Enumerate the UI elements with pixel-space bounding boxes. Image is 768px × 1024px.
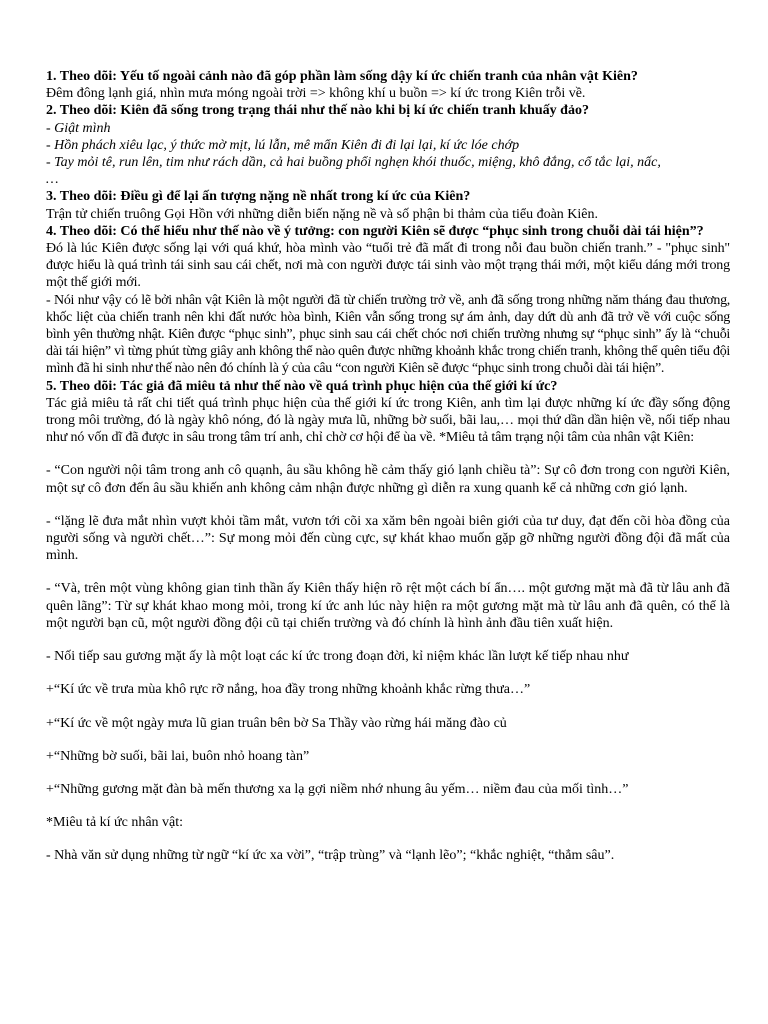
question-1: 1. Theo dõi: Yếu tố ngoài cảnh nào đã góp phần làm sống dậy kí ức chiến tranh của nhân vật Kiên? bbox=[46, 69, 638, 84]
question-3: 3. Theo dõi: Điều gì để lại ấn tượng nặng nề nhất trong kí ức của Kiên? bbox=[46, 189, 471, 205]
question-5: 5. Theo dõi: Tác giả đã miêu tả như thế nào về quá trình phục hiện của thế giới kí ức? bbox=[46, 378, 558, 394]
answer-1: Đêm đông lạnh giá, nhìn mưa móng ngoài trời => không khí u buồn => kí ức trong Kiên trỗi về. bbox=[46, 86, 586, 102]
question-2: 2. Theo dõi: Kiên đã sống trong trạng thái như thế nào khi bị kí ức chiến tranh khuấy đảo? bbox=[46, 103, 589, 119]
answer-4-paragraph: Đó là lúc Kiên được sống lại với quá khứ, hòa mình vào “tuổi trẻ đã mất đi trong nỗi đau buồn chiến tranh.” - "phục sinh" được hiểu là quá trình tái sinh sau cái chết, nơi mà con người được tái sinh vào một trạng thái mới, một kiểu dáng mới trong một thế giới mới. bbox=[46, 241, 730, 291]
answer-5-paragraph: - “lặng lẽ đưa mắt nhìn vượt khỏi tầm mắt, vươn tới cõi xa xăm bên ngoài biên giới của tư duy, đạt đến cõi hòa đồng của người sống và người chết…”: Sự mong mỏi đến cùng cực, sự khát khao muốn gặp gỡ những người đồng đội đã mất của mình. bbox=[46, 513, 730, 564]
answer-5-paragraph: +“Những gương mặt đàn bà mến thương xa lạ gợi niềm nhớ nhung âu yếm… niềm đau của mối tình…” bbox=[46, 781, 629, 797]
answer-2-item: - Hồn phách xiêu lạc, ý thức mờ mịt, lú lẫn, mê mẩn Kiên đi đi lại lại, kí ức lóe chớp bbox=[46, 137, 520, 153]
answer-5-paragraph: Tác giả miêu tả rất chi tiết quá trình phục hiện của thế giới kí ức trong Kiên, anh tìm lại được những kí ức đầy sống động trong môi trường, đó là ngày khô nóng, đó là ngày mưa lũ, những bờ suối, bãi lau,… mọi thứ dần dần hiện về, nối tiếp nhau như nó vốn dĩ đã được in sâu trong tâm trí anh, chỉ chờ cơ hội để ùa về. *Miêu tả tâm trạng nội tâm của nhân vật Kiên: bbox=[46, 395, 730, 446]
answer-2-item: - Tay mỏi tê, run lên, tim như rách dần, cả hai buồng phổi nghẹn khói thuốc, miệng, khô đắng, cổ tắc lại, nấc, bbox=[46, 155, 661, 171]
answer-5-paragraph: - Nhà văn sử dụng những từ ngữ “kí ức xa vời”, “trập trùng” và “lạnh lẽo”; “khắc nghiệt, “thẳm sâu”. bbox=[46, 848, 615, 864]
answer-2-item: - Giật mình bbox=[46, 120, 111, 136]
answer-2-item: … bbox=[46, 172, 59, 188]
document-page bbox=[46, 68, 730, 865]
answer-4-paragraph: - Nói như vậy có lẽ bởi nhân vật Kiên là một người đã từ chiến trường trở về, anh đã sống trong những năm tháng đau thương, khốc liệt của chiến tranh nên khi đất nước hòa bình, Kiên vẫn sống trong sự ám ảnh, day dứt dù anh đã trở về với cuộc sống bình yên thường nhật. Kiên được “phục sinh”, phục sinh sau cái chết chóc nơi chiến trường nhưng sự “phục sinh” ấy là “chuỗi dài tái hiện” vì từng phút từng giây anh không thể nào quên được những khoảnh khắc trong chiến tranh, không thể quên tiểu đội mình đã hi sinh như thế nào nên đó chính là ý của câu “con người Kiên sẽ được “phục sinh trong chuỗi dài tái hiện”. bbox=[46, 292, 730, 377]
question-4: 4. Theo dõi: Có thể hiểu như thế nào về ý tưởng: con người Kiên sẽ được “phục sinh trong chuỗi dài tái hiện”? bbox=[46, 223, 704, 239]
answer-5-paragraph: - “Và, trên một vùng không gian tinh thần ấy Kiên thấy hiện rõ rệt một cách bí ẩn…. một gương mặt mà đã từ lâu anh đã quên lãng”: Từ sự khát khao mong mỏi, trong kí ức anh lúc này hiện ra một gương mặt mà từ lâu anh đã quên, có thể là một người bạn cũ, một người đồng đội cũ tại chiến trường và đó chính là hình ảnh đầu tiên xuất hiện. bbox=[46, 581, 730, 631]
answer-5-paragraph: - “Con người nội tâm trong anh cô quạnh, âu sầu không hề cảm thấy gió lạnh chiều tà”: Sự cô đơn trong con người Kiên, một sự cô đơn đến âu sầu khiến anh không cảm nhận được những gì diễn ra xung quanh kể cả những cơn gió lạnh. bbox=[46, 463, 730, 496]
answer-3: Trận tử chiến truông Gọi Hồn với những diễn biến nặng nề và số phận bi thảm của tiểu đoàn Kiên. bbox=[46, 206, 599, 222]
answer-5-paragraph: +“Kí ức về một ngày mưa lũ gian truân bên bờ Sa Thầy vào rừng hái măng đào củ bbox=[46, 715, 507, 731]
answer-5-paragraph: - Nối tiếp sau gương mặt ấy là một loạt các kí ức trong đoạn đời, kỉ niệm khác lần lượt kế tiếp nhau như bbox=[46, 649, 629, 665]
answer-5-paragraph: +“Những bờ suối, bãi lai, buôn nhỏ hoang tàn” bbox=[46, 748, 310, 764]
answer-5-paragraph: +“Kí ức về trưa mùa khô rực rỡ nắng, hoa đầy trong những khoảnh khắc rừng thưa…” bbox=[46, 682, 531, 698]
answer-5-paragraph: *Miêu tả kí ức nhân vật: bbox=[46, 815, 184, 831]
